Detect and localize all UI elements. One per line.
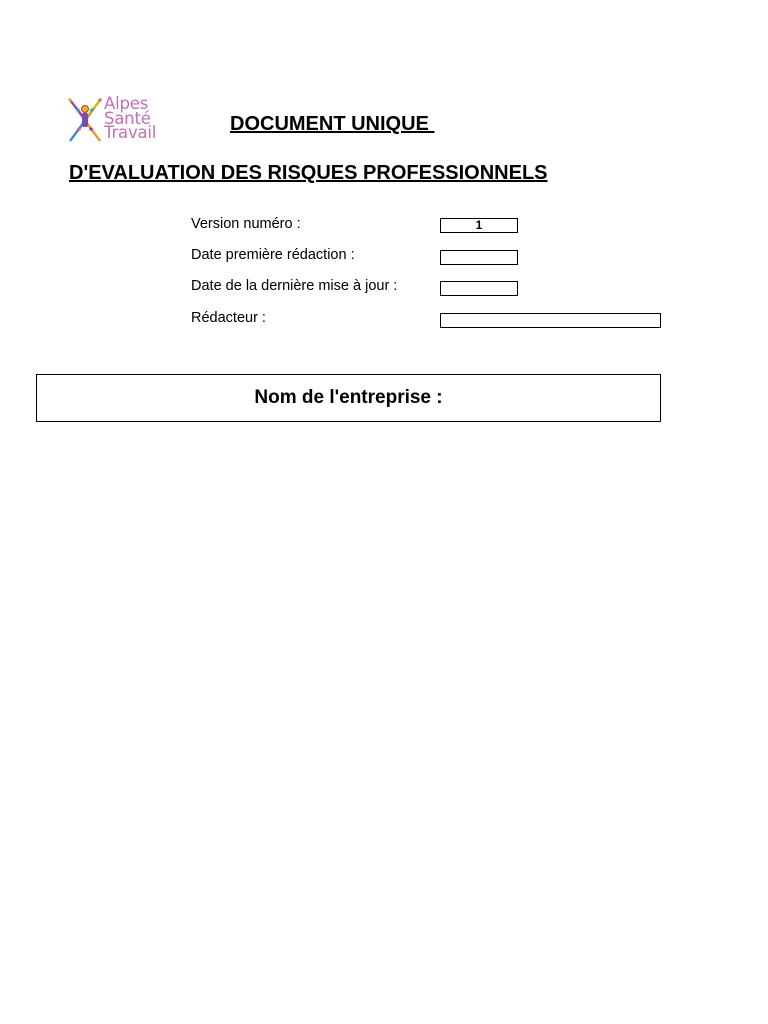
logo-wordmark — [104, 94, 157, 142]
alpes-sante-travail-logo — [66, 94, 176, 145]
logo-line-travail: Travail — [104, 123, 157, 142]
version-label: Version numéro : — [191, 216, 301, 232]
first-draft-date-field[interactable] — [440, 250, 518, 265]
editor-label: Rédacteur : — [191, 310, 266, 326]
last-update-date-field[interactable] — [440, 281, 518, 296]
document-subtitle: D'EVALUATION DES RISQUES PROFESSIONNELS — [69, 162, 548, 184]
logo-line-alpes: Alpes — [104, 94, 149, 113]
company-name-label: Nom de l'entreprise : — [254, 387, 443, 408]
version-field[interactable]: 1 — [440, 218, 518, 233]
company-name-box[interactable] — [36, 374, 661, 422]
editor-field[interactable] — [440, 313, 661, 328]
stick-figure-icon — [66, 97, 106, 145]
document-title: DOCUMENT UNIQUE — [230, 113, 435, 135]
logo-line-sante: Santé — [104, 108, 151, 128]
last-update-date-label: Date de la dernière mise à jour : — [191, 278, 398, 294]
first-draft-date-label: Date première rédaction : — [191, 247, 355, 263]
